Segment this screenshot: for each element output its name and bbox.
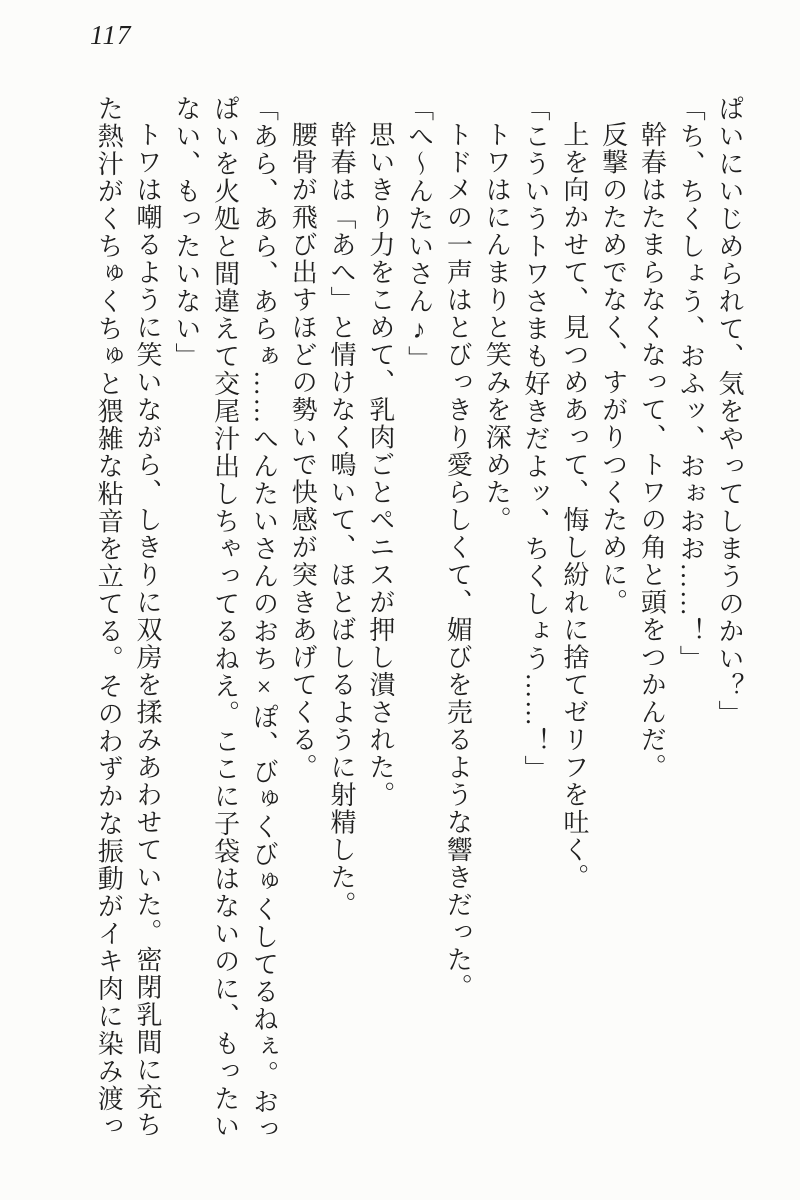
dialogue-paragraph: 「こういうトワさまも好きだよッ、ちくしょう……！」 (521, 95, 551, 783)
dialogue-paragraph: 「あら、あら、あらぁ……へんたいさんのおち×ぽ、びゅくびゅくしてるねぇ。おっぱいを火処と間違えて交尾汁出しちゃってるねえ。ここに子袋はないのに、もったいない、もったいない」 (171, 95, 279, 1143)
vertical-text-block (85, 95, 748, 1145)
page-number: 117 (90, 20, 132, 50)
narration-paragraph: トドメの一声はとびっきり愛らしくて、媚びを売るような響きだった。 (443, 121, 473, 1001)
dialogue-paragraph: 「ち、ちくしょう、おふッ、おぉおお……！」 (676, 95, 706, 673)
narration-paragraph: 幹春は「あへ」と情けなく鳴いて、ほとばしるように射精した。 (327, 121, 357, 919)
narration-paragraph: 幹春はたまらなくなって、トワの角と頭をつかんだ。 (637, 121, 667, 781)
dialogue-continuation-paragraph: ぱいにいじめられて、気をやってしまうのかい？」 (715, 95, 744, 728)
narration-paragraph: 腰骨が飛び出すほどの勢いで快感が突きあげてくる。 (288, 121, 318, 781)
narration-paragraph: トワは嘲るように笑いながら、しきりに双房を揉みあわせていた。密閉乳間に充ちた熱汁がくちゅくちゅと猥雑な粘音を立てる。そのわずかな振動がイキ肉に染み渡っ (94, 95, 163, 1140)
narration-paragraph: トワはにんまりと笑みを深めた。 (482, 121, 512, 534)
narration-paragraph: 上を向かせて、見つめあって、悔し紛れに捨てゼリフを吐く。 (559, 121, 589, 891)
narration-paragraph: 反撃のためでなく、すがりつくために。 (598, 121, 628, 616)
narration-paragraph: 思いきり力をこめて、乳肉ごとペニスが押し潰された。 (365, 121, 395, 809)
dialogue-paragraph: 「へ〜んたいさん♪」 (404, 95, 434, 373)
